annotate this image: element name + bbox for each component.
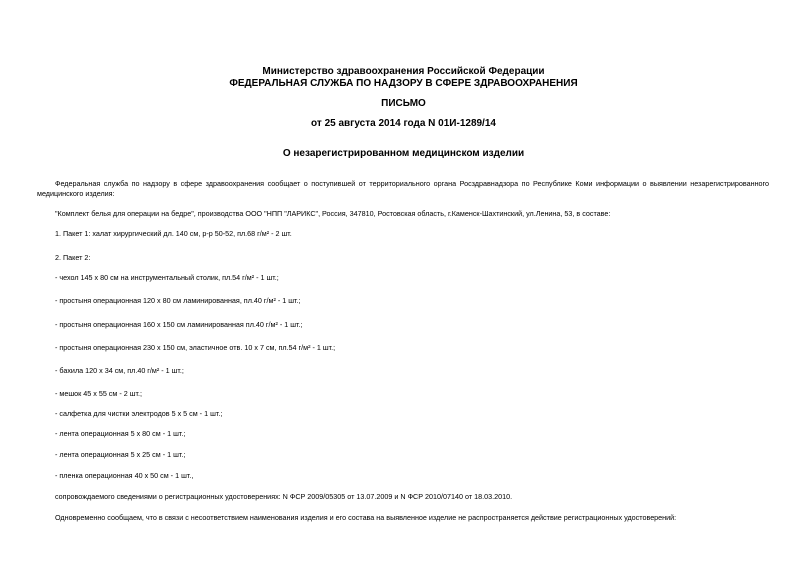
intro-paragraph: Федеральная служба по надзору в сфере здравоохранения сообщает о поступившей от территориального органа Росздравнадзора по Республике Коми информации о выявлении незарегистрированного медицинского изделия: — [37, 179, 769, 198]
list-item: - мешок 45 х 55 см - 2 шт.; — [55, 389, 142, 398]
list-item: 2. Пакет 2: — [55, 253, 91, 262]
list-item: - салфетка для чистки электродов 5 х 5 см - 1 шт.; — [55, 409, 223, 418]
list-item: - лента операционная 5 х 80 см - 1 шт.; — [55, 429, 186, 438]
list-item: 1. Пакет 1: халат хирургический дл. 140 см, р-р 50-52, пл.68 г/м² - 2 шт. — [55, 229, 292, 238]
list-item: - простыня операционная 160 х 150 см ламинированная пл.40 г/м² - 1 шт.; — [55, 320, 303, 329]
conclusion-paragraph: Одновременно сообщаем, что в связи с несоответствием наименования изделия и его состава на выявленное изделие не распространяется действие регистрационных удостоверений: — [55, 513, 677, 522]
ministry-title: Министерство здравоохранения Российской Федерации — [262, 66, 545, 77]
document-type: ПИСЬМО — [381, 98, 426, 109]
list-item: - чехол 145 х 80 см на инструментальный столик, пл.54 г/м² - 1 шт.; — [55, 273, 279, 282]
service-title: ФЕДЕРАЛЬНАЯ СЛУЖБА ПО НАДЗОРУ В СФЕРЕ ЗДРАВООХРАНЕНИЯ — [229, 78, 578, 89]
list-item: - простыня операционная 230 х 150 см, эластичное отв. 10 х 7 см, пл.54 г/м² - 1 шт.; — [55, 343, 336, 352]
document-date-number: от 25 августа 2014 года N 01И-1289/14 — [311, 118, 496, 129]
product-description: "Комплект белья для операции на бедре", производства ООО "НПП "ЛАРИКС", Россия, 347810, Ростовская область, г.Каменск-Шахтинский, ул.Ленина, 53, в составе: — [55, 209, 611, 218]
list-item: - лента операционная 5 х 25 см - 1 шт.; — [55, 450, 186, 459]
document-subject: О незарегистрированном медицинском изделии — [282, 148, 525, 159]
list-item: - бахила 120 х 34 см, пл.40 г/м² - 1 шт.; — [55, 366, 184, 375]
list-item: - пленка операционная 40 х 50 см - 1 шт., — [55, 471, 194, 480]
certificates-paragraph: сопровождаемого сведениями о регистрационных удостоверениях: N ФСР 2009/05305 от 13.07.2009 и N ФСР 2010/07140 от 18.03.2010. — [55, 492, 513, 501]
list-item: - простыня операционная 120 х 80 см ламинированная, пл.40 г/м² - 1 шт.; — [55, 296, 301, 305]
